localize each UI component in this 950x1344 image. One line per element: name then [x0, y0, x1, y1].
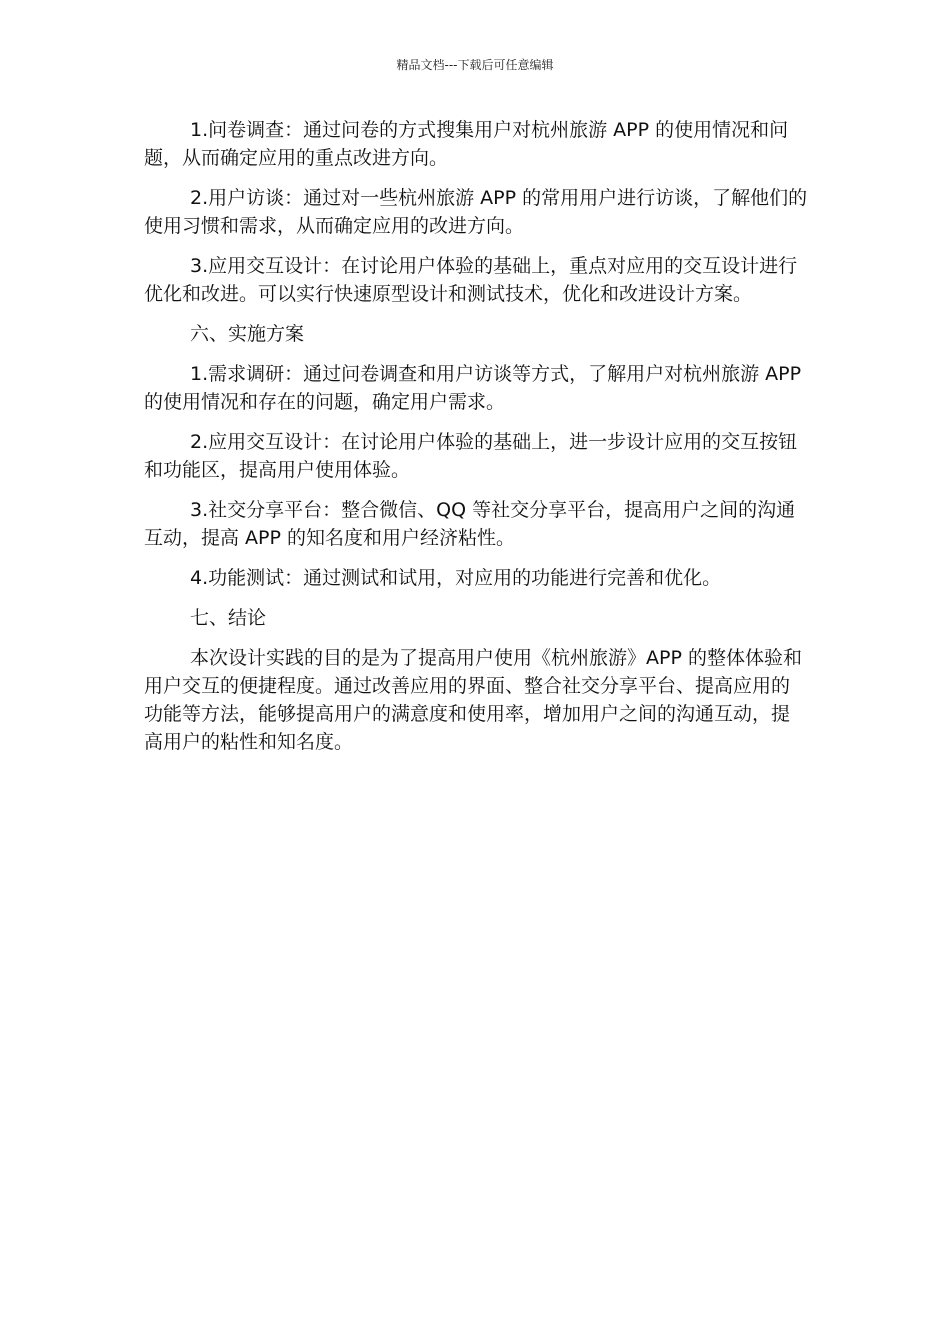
section-heading-implementation: 六、实施方案	[190, 323, 305, 345]
paragraph-interaction-design: 3.应用交互设计：在讨论用户体验的基础上，重点对应用的交互设计进行优化和改进。可以实行快速原型设计和测试技术，优化和改进设计方案。	[144, 255, 798, 305]
paragraph-social-sharing: 3.社交分享平台：整合微信、QQ 等社交分享平台，提高用户之间的沟通互动，提高 APP 的知名度和用户经济粘性。	[144, 499, 796, 549]
paragraph-questionnaire: 1.问卷调查：通过问卷的方式搜集用户对杭州旅游 APP 的使用情况和问题，从而确定应用的重点改进方向。	[144, 119, 789, 169]
paragraph-interview: 2.用户访谈：通过对一些杭州旅游 APP 的常用用户进行访谈，了解他们的使用习惯和需求，从而确定应用的改进方向。	[144, 187, 808, 237]
paragraph-app-interaction-design: 2.应用交互设计：在讨论用户体验的基础上，进一步设计应用的交互按钮和功能区，提高用户使用体验。	[144, 431, 798, 481]
page-header: 精品文档---下载后可任意编辑	[396, 58, 554, 72]
section-heading-conclusion: 七、结论	[190, 607, 267, 629]
paragraph-function-testing: 4.功能测试：通过测试和试用，对应用的功能进行完善和优化。	[190, 567, 722, 589]
document-body	[144, 116, 808, 768]
paragraph-requirements-research: 1.需求调研：通过问卷调查和用户访谈等方式，了解用户对杭州旅游 APP 的使用情况和存在的问题，确定用户需求。	[144, 363, 802, 413]
paragraph-conclusion: 本次设计实践的目的是为了提高用户使用《杭州旅游》APP 的整体体验和用户交互的便捷程度。通过改善应用的界面、整合社交分享平台、提高应用的功能等方法，能够提高用户的满意度和使用率，增加用户之间的沟通互动，提高用户的粘性和知名度。	[144, 647, 802, 753]
